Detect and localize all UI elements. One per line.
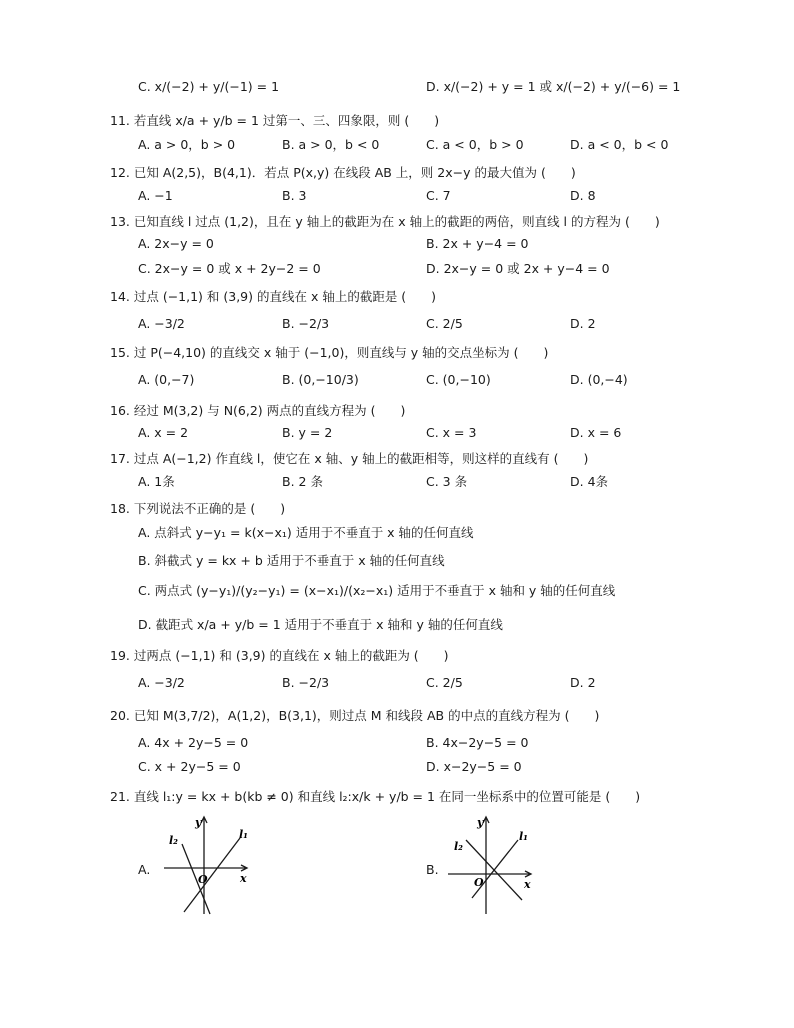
q17-option-d: D. 4条 — [570, 474, 609, 489]
q19-option-c: C. 2/5 — [426, 675, 463, 690]
q17-option-a: A. 1条 — [138, 474, 175, 489]
q12-stem-line — [0, 163, 794, 183]
q14-stem-line — [0, 287, 794, 307]
q18-option-b: B. 斜截式 y = kx + b 适用于不垂直于 x 轴的任何直线 — [138, 553, 445, 568]
q15-option-d: D. (0,−4) — [570, 372, 628, 387]
q20-options-ab — [0, 733, 794, 753]
q14-stem: 14. 过点 (−1,1) 和 (3,9) 的直线在 x 轴上的截距是 ( ) — [110, 289, 437, 304]
l2-label: l₂ — [454, 840, 463, 853]
q12-option-c: C. 7 — [426, 188, 451, 203]
q11-stem-line — [0, 111, 794, 131]
q19-option-b: B. −2/3 — [282, 675, 330, 690]
q12-options — [0, 186, 794, 206]
q18-stem-line — [0, 499, 794, 519]
q18-option-b-line — [0, 551, 794, 571]
origin-label: O — [474, 876, 484, 889]
q12-option-d: D. 8 — [570, 188, 596, 203]
l1-label: l₁ — [519, 830, 528, 843]
q17-option-c: C. 3 条 — [426, 474, 468, 489]
q17-stem: 17. 过点 A(−1,2) 作直线 l，使它在 x 轴、y 轴上的截距相等，则这样的直线有 ( ) — [110, 451, 589, 466]
q15-options — [0, 370, 794, 390]
q20-option-a: A. 4x + 2y−5 = 0 — [138, 735, 249, 750]
q20-option-b: B. 4x−2y−5 = 0 — [426, 735, 529, 750]
q13-option-a: A. 2x−y = 0 — [138, 236, 214, 251]
origin-label: O — [198, 873, 208, 886]
q19-option-d: D. 2 — [570, 675, 596, 690]
q21-figure-a — [158, 812, 258, 916]
line-l2 — [466, 840, 522, 900]
q21-figure-b — [442, 812, 542, 916]
q13-options-cd — [0, 259, 794, 279]
q15-stem: 15. 过 P(−4,10) 的直线交 x 轴于 (−1,0)，则直线与 y 轴的交点坐标为 ( ) — [110, 345, 549, 360]
q16-option-c: C. x = 3 — [426, 425, 477, 440]
q14-option-b: B. −2/3 — [282, 316, 330, 331]
q20-option-c: C. x + 2y−5 = 0 — [138, 759, 241, 774]
q16-option-b: B. y = 2 — [282, 425, 333, 440]
q19-option-a: A. −3/2 — [138, 675, 185, 690]
q11-option-c: C. a < 0，b > 0 — [426, 137, 524, 152]
q16-option-d: D. x = 6 — [570, 425, 622, 440]
q17-stem-line — [0, 449, 794, 469]
q13-option-b: B. 2x + y−4 = 0 — [426, 236, 529, 251]
q20-stem-line — [0, 706, 794, 726]
q18-option-c-line — [0, 581, 794, 601]
q19-options — [0, 673, 794, 693]
q14-option-d: D. 2 — [570, 316, 596, 331]
q10-option-d: D. x/(−2) + y = 1 或 x/(−2) + y/(−6) = 1 — [426, 79, 681, 94]
q21-option-labels — [0, 860, 794, 880]
q12-stem: 12. 已知 A(2,5)，B(4,1)．若点 P(x,y) 在线段 AB 上，则 2x−y 的最大值为 ( ) — [110, 165, 576, 180]
q20-options-cd — [0, 757, 794, 777]
line-l1 — [472, 840, 518, 898]
q15-option-a: A. (0,−7) — [138, 372, 195, 387]
q14-options — [0, 314, 794, 334]
q15-option-c: C. (0,−10) — [426, 372, 491, 387]
q21-option-a-label: A. — [138, 862, 151, 877]
q21-option-b-label: B. — [426, 862, 439, 877]
q11-option-b: B. a > 0，b < 0 — [282, 137, 380, 152]
q13-option-c: C. 2x−y = 0 或 x + 2y−2 = 0 — [138, 261, 321, 276]
q18-option-a-line — [0, 523, 794, 543]
q11-options — [0, 135, 794, 155]
q17-option-b: B. 2 条 — [282, 474, 323, 489]
q12-option-b: B. 3 — [282, 188, 307, 203]
y-axis-label: y — [195, 816, 202, 829]
q10-option-c: C. x/(−2) + y/(−1) = 1 — [138, 79, 280, 94]
q18-stem: 18. 下列说法不正确的是 ( ) — [110, 501, 286, 516]
q21-stem-line — [0, 787, 794, 807]
q18-option-a: A. 点斜式 y−y₁ = k(x−x₁) 适用于不垂直于 x 轴的任何直线 — [138, 525, 474, 540]
q21-stem: 21. 直线 l₁:y = kx + b(kb ≠ 0) 和直线 l₂:x/k + y/b = 1 在同一坐标系中的位置可能是 ( ) — [110, 789, 641, 804]
q18-option-d: D. 截距式 x/a + y/b = 1 适用于不垂直于 x 轴和 y 轴的任何直线 — [138, 617, 503, 632]
q13-stem-line — [0, 212, 794, 232]
q13-stem: 13. 已知直线 l 过点 (1,2)，且在 y 轴上的截距为在 x 轴上的截距的两倍，则直线 l 的方程为 ( ) — [110, 214, 660, 229]
q12-option-a: A. −1 — [138, 188, 173, 203]
q20-stem: 20. 已知 M(3,7/2)，A(1,2)，B(3,1)，则过点 M 和线段 AB 的中点的直线方程为 ( ) — [110, 708, 600, 723]
q14-option-c: C. 2/5 — [426, 316, 463, 331]
q17-options — [0, 472, 794, 492]
q16-options — [0, 423, 794, 443]
x-axis-label: x — [240, 872, 247, 885]
q19-stem: 19. 过两点 (−1,1) 和 (3,9) 的直线在 x 轴上的截距为 ( ) — [110, 648, 449, 663]
q15-stem-line — [0, 343, 794, 363]
q13-option-d: D. 2x−y = 0 或 2x + y−4 = 0 — [426, 261, 610, 276]
q14-option-a: A. −3/2 — [138, 316, 185, 331]
q16-option-a: A. x = 2 — [138, 425, 189, 440]
q10-options-cd — [0, 77, 794, 97]
q16-stem-line — [0, 401, 794, 421]
q18-option-d-line — [0, 615, 794, 635]
q16-stem: 16. 经过 M(3,2) 与 N(6,2) 两点的直线方程为 ( ) — [110, 403, 406, 418]
line-l1 — [184, 838, 240, 912]
q15-option-b: B. (0,−10/3) — [282, 372, 359, 387]
q18-option-c: C. 两点式 (y−y₁)/(y₂−y₁) = (x−x₁)/(x₂−x₁) 适用于不垂直于 x 轴和 y 轴的任何直线 — [138, 583, 616, 598]
q13-options-ab — [0, 234, 794, 254]
q20-option-d: D. x−2y−5 = 0 — [426, 759, 522, 774]
l2-label: l₂ — [169, 834, 178, 847]
l1-label: l₁ — [239, 828, 248, 841]
q11-stem: 11. 若直线 x/a + y/b = 1 过第一、三、四象限，则 ( ) — [110, 113, 440, 128]
q19-stem-line — [0, 646, 794, 666]
q11-option-d: D. a < 0，b < 0 — [570, 137, 669, 152]
x-axis-label: x — [524, 878, 531, 891]
y-axis-label: y — [477, 816, 484, 829]
q11-option-a: A. a > 0，b > 0 — [138, 137, 236, 152]
